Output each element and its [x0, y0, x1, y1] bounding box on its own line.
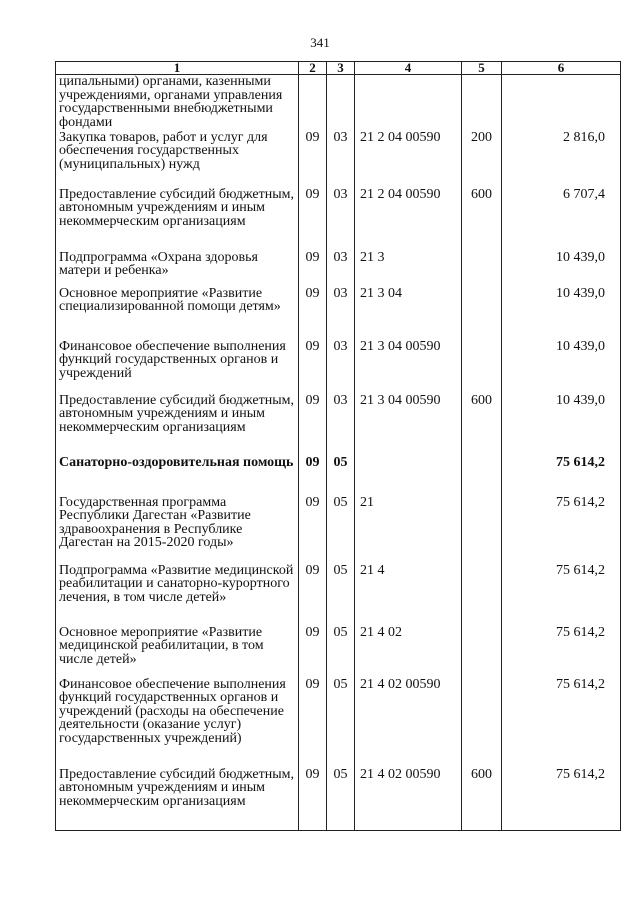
table-row [56, 287, 621, 340]
row-name: Финансовое обеспечение выполнения функций государственных органов и учреждений (расходы на обеспечение деятельности (оказание услуг) государственных учреждений) [56, 678, 299, 768]
row-subsection-code: 03 [327, 251, 355, 287]
row-expense-type-code: 600 [462, 188, 502, 251]
row-name: Финансовое обеспечение выполнения функций государственных органов и учреждений [56, 340, 299, 394]
row-section-code: 09 [299, 678, 327, 768]
row-target-article-code: 21 3 04 00590 [355, 340, 462, 394]
row-subsection-code: 03 [327, 131, 355, 188]
row-target-article-code: 21 2 04 00590 [355, 131, 462, 188]
row-section-code: 09 [299, 496, 327, 564]
row-subsection-code: 05 [327, 768, 355, 831]
row-amount: 75 614,2 [502, 456, 621, 496]
row-section-code: 09 [299, 188, 327, 251]
row-amount [502, 75, 621, 131]
row-name: Основное мероприятие «Развитие медицинской реабилитации, в том числе детей» [56, 626, 299, 678]
row-section-code: 09 [299, 131, 327, 188]
row-name: Подпрограмма «Охрана здоровья матери и ребенка» [56, 251, 299, 287]
row-section-code: 09 [299, 394, 327, 456]
row-expense-type-code [462, 340, 502, 394]
row-expense-type-code [462, 496, 502, 564]
row-target-article-code [355, 456, 462, 496]
table-row [56, 75, 621, 131]
row-name: Государственная программа Республики Дагестан «Развитие здравоохранения в Республике Дагестан на 2015-2020 годы» [56, 496, 299, 564]
column-header: 4 [355, 62, 462, 75]
row-section-code: 09 [299, 340, 327, 394]
row-amount: 6 707,4 [502, 188, 621, 251]
table-row [56, 496, 621, 564]
row-name: Предоставление субсидий бюджетным, автономным учреждениям и иным некоммерческим организациям [56, 188, 299, 251]
table-row [56, 188, 621, 251]
table-row [56, 768, 621, 831]
row-name: Санаторно-оздоровительная помощь [56, 456, 299, 496]
row-name: ципальными) органами, казенными учреждениями, органами управления государственными внебюджетными фондами [56, 75, 299, 131]
table-row [56, 564, 621, 626]
row-expense-type-code: 600 [462, 768, 502, 831]
table-row [56, 626, 621, 678]
row-target-article-code: 21 2 04 00590 [355, 188, 462, 251]
row-amount: 10 439,0 [502, 340, 621, 394]
row-expense-type-code [462, 251, 502, 287]
row-section-code: 09 [299, 456, 327, 496]
row-subsection-code: 05 [327, 678, 355, 768]
row-subsection-code [327, 75, 355, 131]
row-expense-type-code: 200 [462, 131, 502, 188]
row-section-code [299, 75, 327, 131]
row-subsection-code: 05 [327, 496, 355, 564]
row-expense-type-code [462, 626, 502, 678]
page-number: 341 [310, 35, 330, 50]
table-row [56, 456, 621, 496]
row-expense-type-code [462, 678, 502, 768]
row-section-code: 09 [299, 287, 327, 340]
row-name: Основное мероприятие «Развитие специализированной помощи детям» [56, 287, 299, 340]
budget-table [55, 61, 621, 831]
row-section-code: 09 [299, 626, 327, 678]
row-name: Подпрограмма «Развитие медицинской реабилитации и санаторно-курортного лечения, в том числе детей» [56, 564, 299, 626]
header-row [56, 62, 621, 75]
row-amount: 75 614,2 [502, 768, 621, 831]
row-section-code: 09 [299, 564, 327, 626]
row-amount: 75 614,2 [502, 678, 621, 768]
column-header: 3 [327, 62, 355, 75]
row-name: Закупка товаров, работ и услуг для обеспечения государственных (муниципальных) нужд [56, 131, 299, 188]
row-target-article-code: 21 3 04 [355, 287, 462, 340]
row-target-article-code [355, 75, 462, 131]
row-subsection-code: 03 [327, 188, 355, 251]
row-expense-type-code [462, 75, 502, 131]
row-amount: 2 816,0 [502, 131, 621, 188]
row-amount: 10 439,0 [502, 251, 621, 287]
row-target-article-code: 21 4 02 00590 [355, 678, 462, 768]
row-subsection-code: 05 [327, 626, 355, 678]
row-amount: 75 614,2 [502, 564, 621, 626]
row-target-article-code: 21 3 04 00590 [355, 394, 462, 456]
row-target-article-code: 21 4 02 00590 [355, 768, 462, 831]
row-target-article-code: 21 [355, 496, 462, 564]
row-subsection-code: 05 [327, 564, 355, 626]
row-expense-type-code [462, 456, 502, 496]
row-amount: 75 614,2 [502, 496, 621, 564]
column-header: 2 [299, 62, 327, 75]
row-expense-type-code [462, 287, 502, 340]
table-row [56, 251, 621, 287]
row-section-code: 09 [299, 768, 327, 831]
row-target-article-code: 21 4 02 [355, 626, 462, 678]
column-header: 1 [56, 62, 299, 75]
row-section-code: 09 [299, 251, 327, 287]
table-row [56, 131, 621, 188]
row-name: Предоставление субсидий бюджетным, автономным учреждениям и иным некоммерческим организациям [56, 768, 299, 831]
row-amount: 10 439,0 [502, 394, 621, 456]
row-amount: 10 439,0 [502, 287, 621, 340]
row-subsection-code: 03 [327, 287, 355, 340]
column-header: 5 [462, 62, 502, 75]
row-subsection-code: 03 [327, 394, 355, 456]
row-subsection-code: 03 [327, 340, 355, 394]
row-target-article-code: 21 3 [355, 251, 462, 287]
row-name: Предоставление субсидий бюджетным, автономным учреждениям и иным некоммерческим организациям [56, 394, 299, 456]
row-subsection-code: 05 [327, 456, 355, 496]
row-expense-type-code [462, 564, 502, 626]
table-body [56, 75, 621, 831]
row-amount: 75 614,2 [502, 626, 621, 678]
table-row [56, 678, 621, 768]
row-expense-type-code: 600 [462, 394, 502, 456]
table-row [56, 340, 621, 394]
row-target-article-code: 21 4 [355, 564, 462, 626]
table-row [56, 394, 621, 456]
column-header: 6 [502, 62, 621, 75]
